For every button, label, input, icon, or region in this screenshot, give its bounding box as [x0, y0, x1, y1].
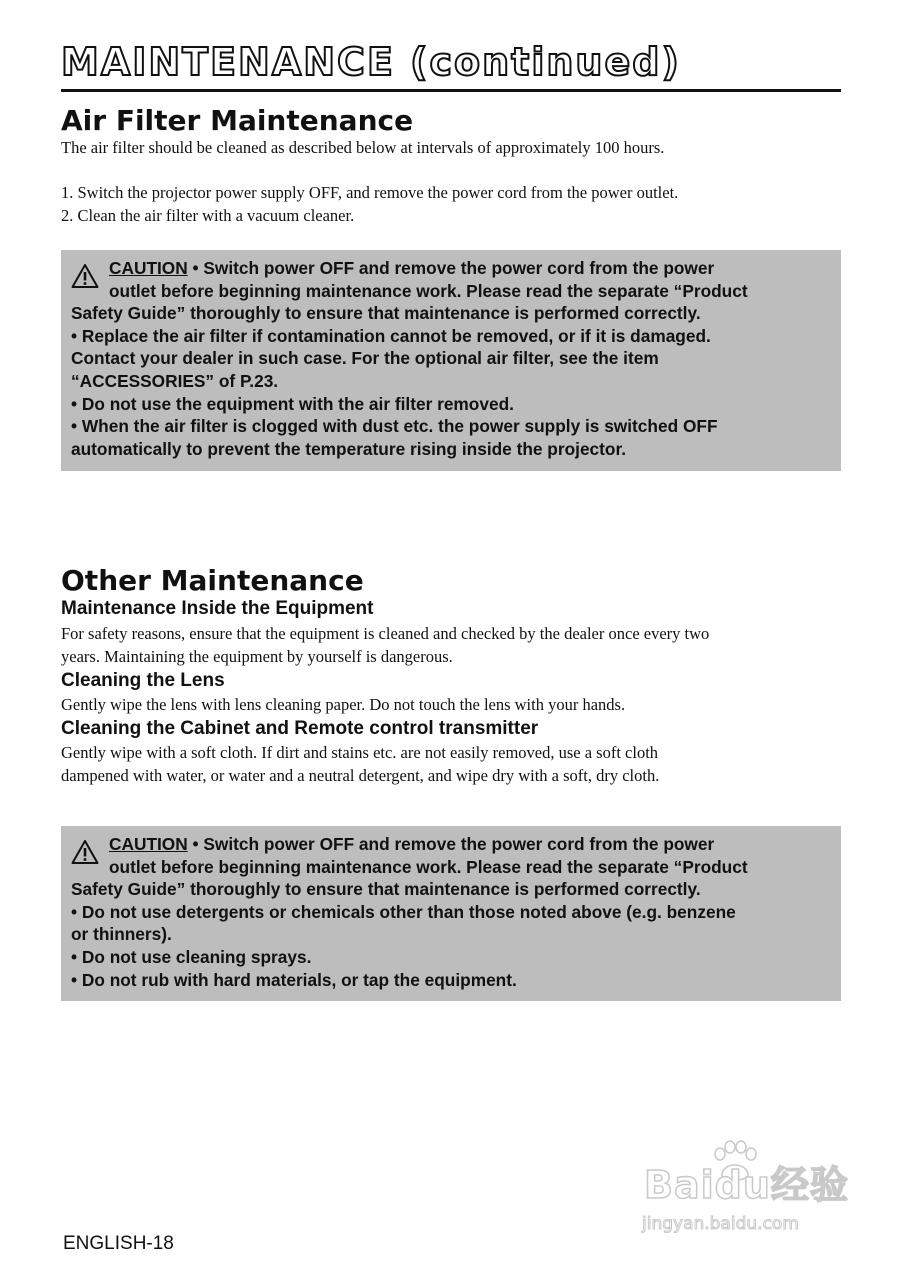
other-maintenance-heading: Other Maintenance [61, 564, 364, 597]
page-title: MAINTENANCE (continued) [61, 40, 681, 84]
caution-line: or thinners). [71, 924, 172, 945]
caution-line: Safety Guide” thoroughly to ensure that maintenance is performed correctly. [71, 879, 701, 900]
title-rule [61, 89, 841, 92]
caution-line: • Do not use cleaning sprays. [71, 946, 312, 967]
warning-triangle-icon [71, 839, 99, 865]
air-filter-intro: The air filter should be cleaned as described below at intervals of approximately 100 hours. [61, 138, 665, 157]
caution-line: Safety Guide” thoroughly to ensure that maintenance is performed correctly. [71, 303, 701, 324]
caution-line: • Replace the air filter if contamination cannot be removed, or if it is damaged. [71, 325, 711, 346]
cleaning-cabinet-text-2: dampened with water, or water and a neutral detergent, and wipe dry with a soft, dry cloth. [61, 766, 660, 785]
caution-line: automatically to prevent the temperature rising inside the projector. [71, 438, 627, 459]
caution-line: Contact your dealer in such case. For the optional air filter, see the item [71, 348, 659, 369]
cleaning-cabinet-text-1: Gently wipe with a soft cloth. If dirt and stains etc. are not easily removed, use a soft cloth [61, 743, 659, 762]
cleaning-lens-text: Gently wipe the lens with lens cleaning paper. Do not touch the lens with your hands. [61, 695, 626, 714]
warning-triangle-icon [71, 263, 99, 289]
caution-box-air-filter [61, 250, 841, 471]
baidu-watermark [636, 1140, 856, 1250]
caution-line: • Switch power OFF and remove the power cord from the power [187, 258, 715, 278]
caution-line: • Do not use the equipment with the air filter removed. [71, 393, 514, 414]
caution-line: “ACCESSORIES” of P.23. [71, 370, 279, 391]
caution-line: outlet before beginning maintenance work. Please read the separate “Product [109, 280, 748, 301]
watermark-logo: Baidu经验 [644, 1163, 849, 1207]
caution-line: • Do not rub with hard materials, or tap the equipment. [71, 969, 517, 990]
caution-line: outlet before beginning maintenance work. Please read the separate “Product [109, 856, 748, 877]
inside-equipment-heading: Maintenance Inside the Equipment [61, 598, 374, 619]
caution-head [71, 833, 831, 878]
watermark-url: jingyan.baidu.com [642, 1214, 799, 1234]
caution-label: CAUTION [109, 258, 188, 278]
cleaning-lens-heading: Cleaning the Lens [61, 670, 225, 691]
air-filter-step-1: 1. Switch the projector power supply OFF, and remove the power cord from the power outlet. [61, 183, 679, 202]
caution-head [71, 257, 831, 302]
caution-line: • Do not use detergents or chemicals other than those noted above (e.g. benzene [71, 901, 736, 922]
caution-line: • Switch power OFF and remove the power cord from the power [187, 834, 715, 854]
page-number: ENGLISH-18 [63, 1233, 174, 1254]
cleaning-cabinet-heading: Cleaning the Cabinet and Remote control transmitter [61, 718, 539, 739]
inside-equipment-text-1: For safety reasons, ensure that the equipment is cleaned and checked by the dealer once every two [61, 624, 710, 643]
inside-equipment-text-2: years. Maintaining the equipment by yourself is dangerous. [61, 647, 453, 666]
air-filter-step-2: 2. Clean the air filter with a vacuum cleaner. [61, 206, 355, 225]
air-filter-heading: Air Filter Maintenance [61, 104, 414, 137]
caution-line: • When the air filter is clogged with dust etc. the power supply is switched OFF [71, 416, 718, 437]
caution-box-other [61, 826, 841, 1001]
caution-label: CAUTION [109, 834, 188, 854]
